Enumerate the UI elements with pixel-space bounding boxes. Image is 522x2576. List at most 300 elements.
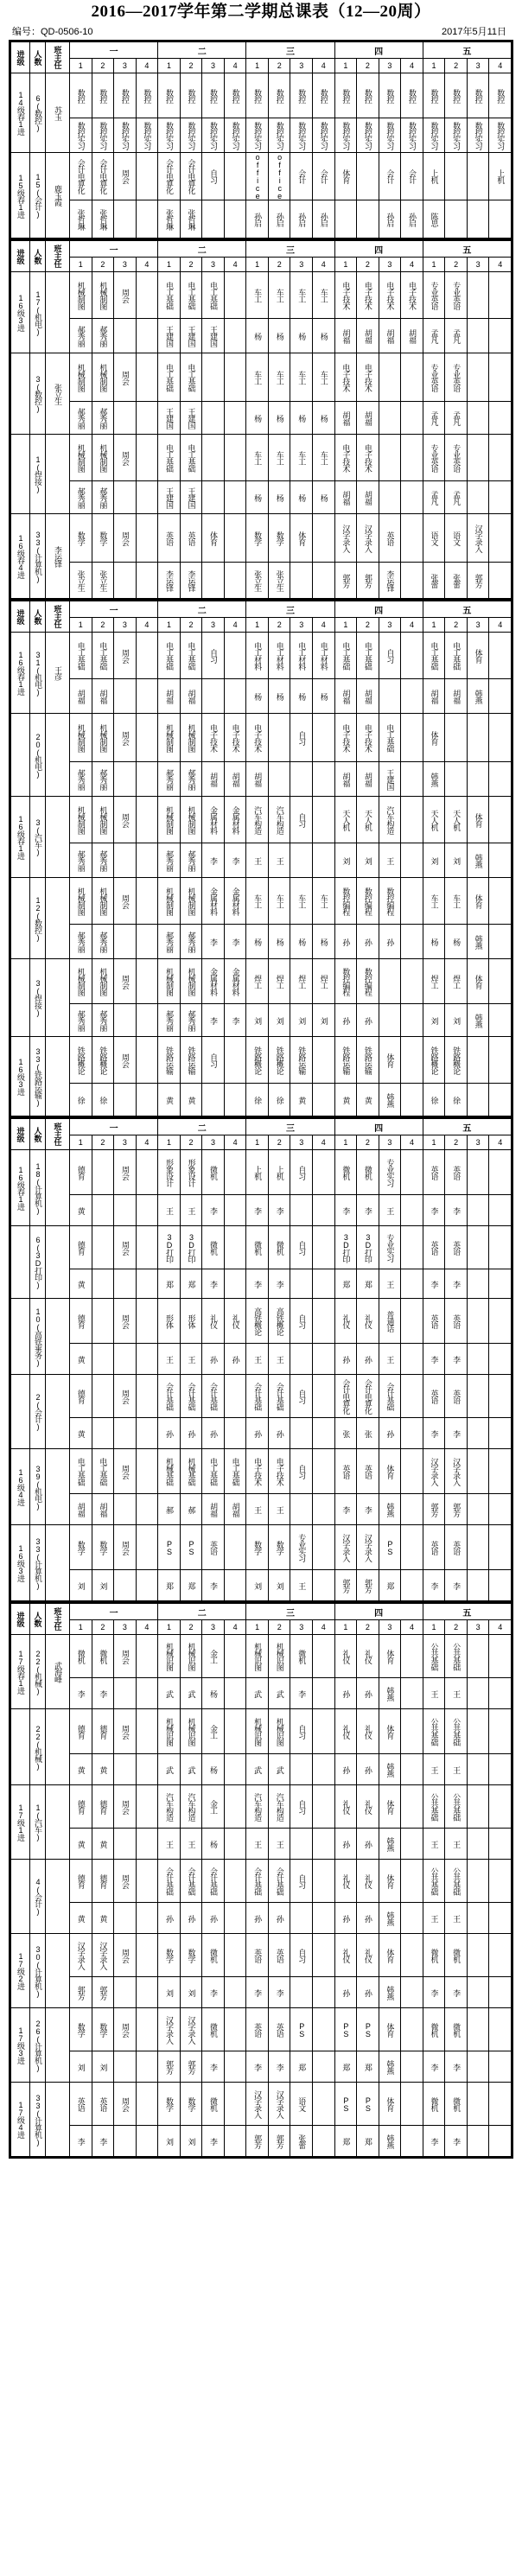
subject-label: 体育 xyxy=(474,894,483,908)
period-header: 4 xyxy=(401,258,423,272)
teacher-label: 张蕾 xyxy=(297,2134,307,2148)
teacher-cell xyxy=(313,1084,335,1116)
teacher-cell xyxy=(379,762,401,797)
teacher-cell xyxy=(246,1269,269,1299)
subject-cell xyxy=(290,1709,313,1754)
subject-label: 公共基础 xyxy=(452,1867,462,1895)
period-header: 3 xyxy=(467,1135,489,1150)
period-header: 1 xyxy=(246,59,269,73)
subject-label: 焊工 xyxy=(275,974,284,989)
subject-label: 焊工 xyxy=(253,974,263,989)
teacher-label: 刘 xyxy=(187,2137,196,2145)
teacher-label: 郭芳 xyxy=(187,2059,196,2074)
teacher-cell xyxy=(401,1903,423,1934)
teacher-cell xyxy=(158,925,181,959)
subject-cell xyxy=(334,272,357,319)
teacher-cell xyxy=(268,200,290,239)
class-row-subjects xyxy=(11,1934,512,1977)
teacher-label: 郝秀丽 xyxy=(76,407,86,429)
teacher-cell xyxy=(313,118,335,153)
class-size xyxy=(30,1635,46,1709)
teacher-cell xyxy=(202,762,225,797)
subject-cell xyxy=(180,2083,202,2126)
period-header: 3 xyxy=(379,1135,401,1150)
subject-label: 英语 xyxy=(385,531,395,545)
subject-cell xyxy=(114,1037,137,1084)
teacher-cell xyxy=(357,1269,379,1299)
subject-cell xyxy=(423,1934,445,1977)
subject-cell xyxy=(114,1635,137,1678)
class-row-teachers xyxy=(11,1977,512,2008)
subject-label: 体育 xyxy=(209,531,219,545)
subject-label: 汽车构造 xyxy=(187,1792,196,1821)
subject-cell xyxy=(246,1037,269,1084)
teacher-cell xyxy=(246,319,269,353)
subject-cell xyxy=(202,1709,225,1754)
subject-cell xyxy=(92,1860,114,1903)
teacher-cell xyxy=(401,1977,423,2008)
subject-label: 天人机 xyxy=(341,809,351,830)
teacher-label: 孙 xyxy=(341,1840,351,1848)
subject-label: 会计基础 xyxy=(187,1382,196,1410)
subject-label: 德育 xyxy=(76,1799,86,1814)
teacher-label: 胡福 xyxy=(430,689,439,703)
period-header: 4 xyxy=(136,618,158,633)
subject-cell xyxy=(357,1226,379,1269)
subject-cell xyxy=(246,1635,269,1678)
class-row-subjects xyxy=(11,435,512,481)
subject-label: 礼仪 xyxy=(341,1313,351,1328)
subject-cell xyxy=(246,73,269,118)
class-size-label: 3(数控) xyxy=(34,375,42,412)
teacher-cell xyxy=(313,563,335,599)
teacher-label: 韩燕 xyxy=(385,1836,395,1851)
subject-label: 数控 xyxy=(407,88,417,103)
teacher-cell xyxy=(290,1829,313,1860)
header-row-days xyxy=(11,1119,512,1135)
teacher-cell xyxy=(467,1903,489,1934)
subject-label: 礼仪 xyxy=(341,1799,351,1814)
teacher-cell xyxy=(114,1084,137,1116)
teacher-cell xyxy=(313,1418,335,1449)
teacher-label: 徐 xyxy=(452,1096,462,1104)
subject-cell xyxy=(136,272,158,319)
teacher-cell xyxy=(423,1004,445,1037)
subject-cell xyxy=(158,1709,181,1754)
teacher-label: 杨 xyxy=(253,493,263,501)
teacher-cell xyxy=(92,1829,114,1860)
period-header: 4 xyxy=(313,1135,335,1150)
subject-label: 专业英语 xyxy=(452,281,462,309)
subject-label: 电子技术 xyxy=(407,281,417,309)
subject-label: 周会 xyxy=(120,370,130,385)
teacher-cell xyxy=(92,1678,114,1709)
teacher-cell xyxy=(224,1678,246,1709)
teacher-cell xyxy=(313,843,335,878)
teacher-cell xyxy=(92,1494,114,1525)
teacher-label: 郭芳 xyxy=(341,573,351,588)
teacher-label: 王建国 xyxy=(164,487,174,508)
teacher-cell xyxy=(246,563,269,599)
class-size-label: 30(计算机) xyxy=(34,1944,42,1997)
class-row-subjects xyxy=(11,959,512,1004)
teacher-cell xyxy=(246,762,269,797)
class-size xyxy=(30,1525,46,1601)
teacher-label: 杨 xyxy=(297,692,307,700)
teacher-label: 张哲琳 xyxy=(164,208,174,230)
subject-label: 英语 xyxy=(452,1540,462,1555)
period-header: 4 xyxy=(489,1135,512,1150)
subject-cell xyxy=(423,1299,445,1344)
subject-label: 汉字录入 xyxy=(164,2015,174,2044)
subject-label: 德育 xyxy=(76,1313,86,1328)
subject-cell xyxy=(290,2083,313,2126)
subject-cell xyxy=(92,633,114,679)
period-header: 2 xyxy=(445,1135,468,1150)
teacher-cell xyxy=(489,1418,512,1449)
teacher-label: 郑 xyxy=(363,1280,372,1288)
teacher-label: 李 xyxy=(209,938,219,945)
subject-label: 车工 xyxy=(275,450,284,465)
class-size xyxy=(30,1037,46,1116)
teacher-label: 孙启 xyxy=(385,212,395,226)
teacher-cell xyxy=(467,1494,489,1525)
teacher-label: 王 xyxy=(187,1355,196,1363)
subject-cell xyxy=(224,959,246,1004)
teacher-cell xyxy=(489,402,512,435)
class-grade-label: 16级春1进 xyxy=(16,1166,25,1210)
subject-cell xyxy=(224,514,246,563)
class-teacher xyxy=(46,2008,70,2083)
teacher-cell xyxy=(224,402,246,435)
subject-cell xyxy=(180,1785,202,1829)
teacher-label: 李 xyxy=(209,2063,219,2070)
subject-label: 电工基础 xyxy=(187,641,196,670)
teacher-label: 数控实习 xyxy=(253,121,263,149)
teacher-cell xyxy=(268,1570,290,1601)
subject-cell xyxy=(202,353,225,402)
subject-label: 电工基础 xyxy=(164,363,174,391)
subject-label: 普通话 xyxy=(385,1310,395,1332)
period-header: 2 xyxy=(445,618,468,633)
teacher-cell xyxy=(401,925,423,959)
period-header: 4 xyxy=(401,1620,423,1635)
subject-cell xyxy=(489,1934,512,1977)
teacher-cell xyxy=(70,925,92,959)
teacher-label: 黄 xyxy=(76,1355,86,1363)
teacher-label: 郝秀丽 xyxy=(76,768,86,790)
subject-cell xyxy=(379,1150,401,1195)
subject-cell xyxy=(246,1449,269,1494)
teacher-cell xyxy=(290,1494,313,1525)
subject-cell xyxy=(357,73,379,118)
subject-label: 机械制图 xyxy=(187,967,196,995)
subject-cell xyxy=(136,714,158,762)
subject-cell xyxy=(158,1037,181,1084)
subject-label: 形象设计 xyxy=(187,1158,196,1186)
teacher-cell xyxy=(334,563,357,599)
teacher-label: 郭芳 xyxy=(430,1502,439,1517)
class-teacher xyxy=(46,1375,70,1449)
period-header: 1 xyxy=(334,1135,357,1150)
teacher-cell xyxy=(357,1418,379,1449)
subject-cell xyxy=(489,1709,512,1754)
subject-label: 德育 xyxy=(76,1724,86,1739)
subject-label: 德育 xyxy=(76,1873,86,1888)
subject-cell xyxy=(158,633,181,679)
subject-cell xyxy=(313,353,335,402)
teacher-cell xyxy=(290,200,313,239)
teacher-label: 王建国 xyxy=(385,768,395,790)
teacher-cell xyxy=(379,1344,401,1375)
teacher-cell xyxy=(224,679,246,714)
subject-label: 体育 xyxy=(385,1649,395,1663)
teacher-label: 李 xyxy=(452,1280,462,1288)
subject-cell xyxy=(136,1449,158,1494)
subject-label: 体育 xyxy=(385,1948,395,1962)
class-teacher xyxy=(46,1785,70,1860)
subject-cell xyxy=(379,1299,401,1344)
teacher-label: 李 xyxy=(209,2137,219,2145)
teacher-cell xyxy=(290,679,313,714)
period-header: 2 xyxy=(445,59,468,73)
period-header: 2 xyxy=(92,258,114,272)
teacher-cell xyxy=(467,679,489,714)
subject-cell xyxy=(357,633,379,679)
subject-cell xyxy=(357,1785,379,1829)
period-header: 1 xyxy=(158,59,181,73)
teacher-cell xyxy=(114,679,137,714)
subject-cell xyxy=(70,1635,92,1678)
subject-cell xyxy=(357,1635,379,1678)
class-grade xyxy=(11,1449,30,1525)
class-grade-label: 17级4进 xyxy=(16,2101,25,2138)
teacher-cell xyxy=(290,1678,313,1709)
subject-label: PS xyxy=(363,2021,372,2038)
subject-label: 数学 xyxy=(275,1540,284,1555)
subject-cell xyxy=(268,1635,290,1678)
class-row-subjects xyxy=(11,878,512,925)
teacher-label: 杨 xyxy=(297,332,307,340)
teacher-label: 郑 xyxy=(341,2137,351,2145)
header-row-periods xyxy=(11,618,512,633)
subject-cell xyxy=(92,959,114,1004)
day-header: 五 xyxy=(423,601,511,618)
day-header: 三 xyxy=(246,601,334,618)
teacher-cell xyxy=(489,1903,512,1934)
subject-label: 电工材料 xyxy=(319,641,328,670)
subject-cell xyxy=(180,878,202,925)
col-header-people xyxy=(30,42,46,73)
teacher-cell xyxy=(70,118,92,153)
subject-label: 自习 xyxy=(297,1240,307,1255)
teacher-label: 李 xyxy=(341,1505,351,1513)
subject-label: 电子技术 xyxy=(363,363,372,391)
period-header: 1 xyxy=(70,59,92,73)
subject-label: 汉字录入 xyxy=(341,524,351,552)
subject-cell xyxy=(423,1375,445,1418)
subject-label: 周会 xyxy=(120,974,130,989)
teacher-cell xyxy=(334,1903,357,1934)
subject-cell xyxy=(180,797,202,843)
subject-label: 电工基础 xyxy=(164,641,174,670)
subject-cell xyxy=(202,714,225,762)
subject-cell xyxy=(158,959,181,1004)
schedule-section xyxy=(10,601,512,1118)
teacher-cell xyxy=(357,1344,379,1375)
class-size-label: 31(机电) xyxy=(34,650,42,696)
subject-label: office xyxy=(253,153,263,200)
subject-cell xyxy=(92,1525,114,1570)
subject-cell xyxy=(334,633,357,679)
subject-cell xyxy=(202,1299,225,1344)
teacher-cell xyxy=(313,1494,335,1525)
subject-label: 周会 xyxy=(120,1948,130,1962)
teacher-cell xyxy=(180,1903,202,1934)
teacher-cell xyxy=(246,1570,269,1601)
class-row-teachers xyxy=(11,1494,512,1525)
subject-label: 铁路运输 xyxy=(164,1046,174,1074)
subject-label: 公共基础 xyxy=(430,1717,439,1746)
teacher-cell xyxy=(246,1344,269,1375)
page-title: 2016—2017学年第二学期总课表（12—20周） xyxy=(91,3,431,21)
header-row-periods xyxy=(11,258,512,272)
teacher-label: 刘 xyxy=(452,1016,462,1024)
teacher-label: 黄 xyxy=(76,1206,86,1214)
teacher-cell xyxy=(423,1418,445,1449)
subject-cell xyxy=(379,1860,401,1903)
teacher-cell xyxy=(290,762,313,797)
teacher-cell xyxy=(313,1903,335,1934)
subject-label: 体育 xyxy=(297,531,307,545)
teacher-cell xyxy=(445,1195,468,1226)
teacher-label: 李 xyxy=(297,1689,307,1697)
teacher-label: 郝秀丽 xyxy=(76,849,86,871)
subject-cell xyxy=(224,1299,246,1344)
teacher-label: 数控实习 xyxy=(275,121,284,149)
teacher-label: 王 xyxy=(385,1206,395,1214)
subject-cell xyxy=(202,1860,225,1903)
subject-label: 铁路概论 xyxy=(253,1046,263,1074)
teacher-cell xyxy=(180,1494,202,1525)
period-header: 3 xyxy=(202,258,225,272)
subject-label: 体育 xyxy=(474,648,483,663)
class-row-subjects xyxy=(11,353,512,402)
teacher-label: 数控实习 xyxy=(452,121,462,149)
subject-label: PS xyxy=(341,2021,351,2038)
period-header: 4 xyxy=(224,1135,246,1150)
subject-cell xyxy=(401,1037,423,1084)
subject-label: 数控 xyxy=(297,88,307,103)
teacher-cell xyxy=(379,679,401,714)
subject-label: 礼仪 xyxy=(363,1649,372,1663)
subject-cell xyxy=(70,272,92,319)
subject-cell xyxy=(467,797,489,843)
subject-cell xyxy=(180,1860,202,1903)
teacher-label: 孙启 xyxy=(407,212,417,226)
teacher-label: 胡福 xyxy=(363,410,372,425)
teacher-cell xyxy=(136,1344,158,1375)
subject-cell xyxy=(313,959,335,1004)
subject-cell xyxy=(114,2008,137,2051)
teacher-cell xyxy=(268,1903,290,1934)
teacher-cell xyxy=(70,1754,92,1785)
teacher-label: 刘 xyxy=(99,2063,108,2070)
teacher-cell xyxy=(423,1570,445,1601)
teacher-cell xyxy=(445,563,468,599)
class-size-label: 1(汽车) xyxy=(34,1803,42,1841)
teacher-label: 刘 xyxy=(430,1016,439,1024)
teacher-label: 郝秀丽 xyxy=(99,849,108,871)
teacher-cell xyxy=(70,563,92,599)
teacher-label: 张立生 xyxy=(253,569,263,591)
subject-cell xyxy=(334,514,357,563)
subject-label: 会计基础 xyxy=(253,1382,263,1410)
col-header-grade xyxy=(11,241,30,272)
subject-cell xyxy=(313,1785,335,1829)
subject-cell xyxy=(158,1785,181,1829)
teacher-cell xyxy=(114,1494,137,1525)
period-header: 3 xyxy=(290,59,313,73)
class-grade-label: 14级春1进 xyxy=(16,91,25,135)
teacher-cell xyxy=(423,925,445,959)
teacher-label: 孙 xyxy=(385,1429,395,1437)
subject-cell xyxy=(92,353,114,402)
teacher-label: 数控实习 xyxy=(231,121,240,149)
subject-cell xyxy=(401,514,423,563)
class-grade-label: 17级2进 xyxy=(16,1952,25,1989)
teacher-cell xyxy=(246,1195,269,1226)
teacher-cell xyxy=(379,1829,401,1860)
subject-label: 3D打印 xyxy=(187,1232,196,1263)
subject-label: 语文 xyxy=(297,2096,307,2111)
teacher-label: 韩燕 xyxy=(474,689,483,703)
teacher-label: 郝秀丽 xyxy=(164,768,174,790)
teacher-cell xyxy=(268,1829,290,1860)
subject-label: 数学 xyxy=(99,1540,108,1555)
subject-cell xyxy=(401,1449,423,1494)
subject-cell xyxy=(313,1449,335,1494)
teacher-label: 刘 xyxy=(341,856,351,864)
teacher-label: 李 xyxy=(76,2137,86,2145)
subject-label: 语文 xyxy=(430,531,439,545)
subject-label: 电工基础 xyxy=(231,1457,240,1485)
subject-label: 周会 xyxy=(120,730,130,745)
teacher-cell xyxy=(401,1269,423,1299)
teacher-label: 武 xyxy=(253,1689,263,1697)
teacher-cell xyxy=(92,563,114,599)
teacher-cell xyxy=(334,1418,357,1449)
subject-cell xyxy=(357,1860,379,1903)
teacher-label: 郑 xyxy=(341,2063,351,2070)
teacher-cell xyxy=(489,1977,512,2008)
teacher-cell xyxy=(158,2051,181,2083)
subject-cell xyxy=(290,272,313,319)
teacher-cell xyxy=(92,200,114,239)
class-teacher xyxy=(46,1226,70,1299)
subject-cell xyxy=(290,353,313,402)
class-size-label: 3(焊接) xyxy=(34,979,42,1016)
subject-cell xyxy=(334,878,357,925)
teacher-label: 王 xyxy=(297,1581,307,1589)
teacher-cell xyxy=(379,402,401,435)
teacher-label: 郭芳 xyxy=(76,1985,86,2000)
subject-label: 电工基础 xyxy=(99,641,108,670)
subject-label: 电工材料 xyxy=(253,641,263,670)
class-size-label: 4(会计) xyxy=(34,1878,42,1915)
subject-cell xyxy=(379,73,401,118)
col-header-grade xyxy=(11,601,30,633)
